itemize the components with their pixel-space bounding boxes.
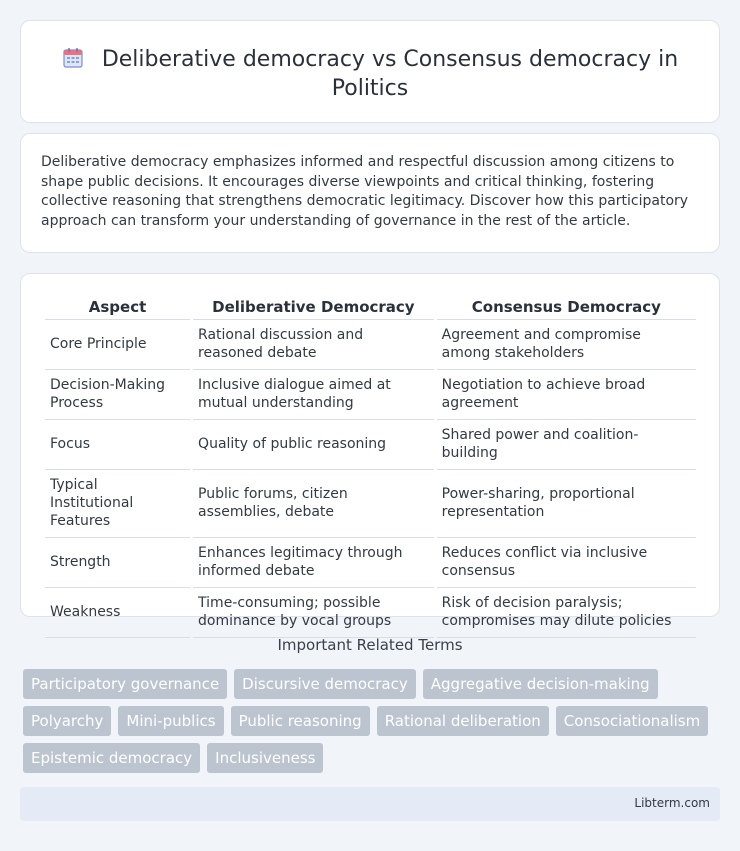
footer-site-link[interactable]: Libterm.com — [634, 796, 710, 810]
calendar-icon — [62, 47, 84, 69]
row-deliberative: Inclusive dialogue aimed at mutual understanding — [193, 370, 434, 420]
header-consensus: Consensus Democracy — [437, 296, 696, 320]
intro-paragraph: Deliberative democracy emphasizes informed and respectful discussion among citizens to shape public decisions. It encourages diverse viewpoints and critical thinking, fostering collective reasoning that strengthens democratic legitimacy. Discover how this participatory approach can transform your understanding of governance in the rest of the article. — [41, 154, 689, 229]
row-consensus: Risk of decision paralysis; compromises may dilute policies — [437, 588, 696, 638]
related-term-tag[interactable]: Mini-publics — [118, 706, 223, 736]
row-aspect: Focus — [45, 420, 190, 470]
related-term-tag[interactable]: Rational deliberation — [377, 706, 549, 736]
table-header-row — [45, 296, 696, 320]
header-deliberative: Deliberative Democracy — [193, 296, 434, 320]
header-aspect: Aspect — [45, 296, 190, 320]
table-row — [45, 538, 696, 588]
row-aspect: Typical Institutional Features — [45, 470, 190, 538]
table-row — [45, 370, 696, 420]
related-term-tag[interactable]: Aggregative decision-making — [423, 669, 658, 699]
row-consensus: Agreement and compromise among stakeholders — [437, 320, 696, 370]
table-row — [45, 320, 696, 370]
related-terms-heading: Important Related Terms — [277, 636, 463, 654]
related-terms-list — [23, 669, 723, 773]
row-deliberative: Time-consuming; possible dominance by vocal groups — [193, 588, 434, 638]
related-term-tag[interactable]: Consociationalism — [556, 706, 708, 736]
related-term-tag[interactable]: Public reasoning — [231, 706, 370, 736]
row-consensus: Shared power and coalition-building — [437, 420, 696, 470]
footer-bar — [20, 787, 720, 821]
title-card — [20, 20, 720, 123]
row-aspect: Weakness — [45, 588, 190, 638]
row-deliberative: Enhances legitimacy through informed debate — [193, 538, 434, 588]
intro-card — [20, 133, 720, 253]
row-aspect: Core Principle — [45, 320, 190, 370]
related-term-tag[interactable]: Discursive democracy — [234, 669, 416, 699]
row-consensus: Power-sharing, proportional representation — [437, 470, 696, 538]
comparison-card — [20, 273, 720, 629]
row-aspect: Strength — [45, 538, 190, 588]
related-term-tag[interactable]: Polyarchy — [23, 706, 111, 736]
row-aspect: Decision-Making Process — [45, 370, 190, 420]
row-deliberative: Rational discussion and reasoned debate — [193, 320, 434, 370]
table-row — [45, 420, 696, 470]
related-term-tag[interactable]: Participatory governance — [23, 669, 227, 699]
table-row — [45, 470, 696, 538]
row-deliberative: Public forums, citizen assemblies, debate — [193, 470, 434, 538]
related-term-tag[interactable]: Inclusiveness — [207, 743, 323, 773]
row-consensus: Reduces conflict via inclusive consensus — [437, 538, 696, 588]
page-title: Deliberative democracy vs Consensus democracy in Politics — [101, 47, 679, 101]
table-row — [45, 588, 696, 638]
comparison-table — [42, 296, 699, 638]
row-deliberative: Quality of public reasoning — [193, 420, 434, 470]
page-title-wrap — [61, 45, 679, 103]
related-term-tag[interactable]: Epistemic democracy — [23, 743, 200, 773]
row-consensus: Negotiation to achieve broad agreement — [437, 370, 696, 420]
